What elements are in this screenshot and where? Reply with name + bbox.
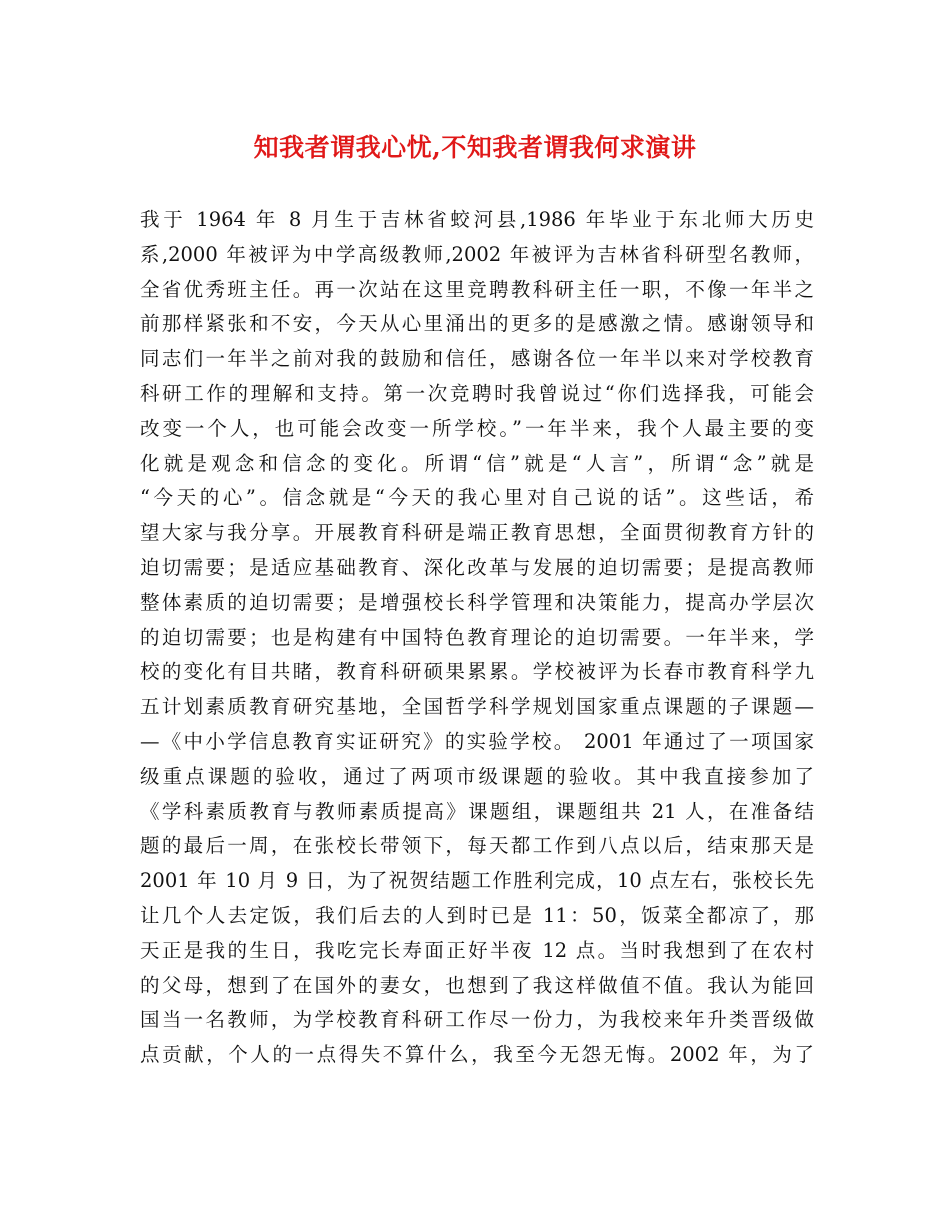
body-line: 题的最后一周，在张校长带领下，每天都工作到八点以后，结束那天是: [140, 834, 814, 858]
body-line: 科研工作的理解和支持。第一次竞聘时我曾说过“你们选择我，可能会: [140, 381, 814, 405]
body-line: 《学科素质教育与教师素质提高》课题组，课题组共 21 人，在准备结: [140, 799, 814, 823]
body-line: 改变一个人，也可能会改变一所学校。”一年半来，我个人最主要的变: [140, 416, 814, 440]
body-line: 点贡献，个人的一点得失不算什么，我至今无怨无悔。2002 年，为了: [140, 1043, 814, 1067]
body-line: 五计划素质教育研究基地，全国哲学科学规划国家重点课题的子课题—: [140, 695, 814, 719]
body-line: 让几个人去定饭，我们后去的人到时已是 11：50，饭菜全都凉了，那: [140, 903, 814, 927]
body-line: 系,2000 年被评为中学高级教师,2002 年被评为吉林省科研型名教师，: [140, 242, 814, 266]
body-line: “今天的心”。信念就是“今天的我心里对自己说的话”。这些话，希: [140, 486, 814, 510]
body-line: 天正是我的生日，我吃完长寿面正好半夜 12 点。当时我想到了在农村: [140, 938, 814, 962]
body-line: 整体素质的迫切需要；是增强校长科学管理和决策能力，提高办学层次: [140, 590, 814, 614]
body-line: 级重点课题的验收，通过了两项市级课题的验收。其中我直接参加了: [140, 764, 814, 788]
body-line: 的迫切需要；也是构建有中国特色教育理论的迫切需要。一年半来，学: [140, 625, 814, 649]
body-line: 化就是观念和信念的变化。所谓“信”就是“人言”，所谓“念”就是: [140, 451, 814, 475]
body-line: 同志们一年半之前对我的鼓励和信任，感谢各位一年半以来对学校教育: [140, 347, 814, 371]
body-line: —《中小学信息教育实证研究》的实验学校。 2001 年通过了一项国家: [140, 729, 814, 753]
body-line: 校的变化有目共睹，教育科研硕果累累。学校被评为长春市教育科学九: [140, 660, 814, 684]
body-line: 全省优秀班主任。再一次站在这里竞聘教科研主任一职，不像一年半之: [140, 277, 814, 301]
body-line: 2001 年 10 月 9 日，为了祝贺结题工作胜利完成，10 点左右，张校长先: [140, 869, 814, 893]
body-line: 国当一名教师，为学校教育科研工作尽一份力，为我校来年升类晋级做: [140, 1008, 814, 1032]
body-line: 的父母，想到了在国外的妻女，也想到了我这样做值不值。我认为能回: [140, 973, 814, 997]
document-title: 知我者谓我心忧,不知我者谓我何求演讲: [253, 133, 697, 162]
body-line: 望大家与我分享。开展教育科研是端正教育思想，全面贯彻教育方针的: [140, 521, 814, 545]
document-body: [140, 203, 814, 1073]
body-line: 我于 1964 年 8 月生于吉林省蛟河县,1986 年毕业于东北师大历史: [140, 208, 814, 231]
body-line: 迫切需要；是适应基础教育、深化改革与发展的迫切需要；是提高教师: [140, 555, 814, 579]
body-line: 前那样紧张和不安，今天从心里涌出的更多的是感激之情。感谢领导和: [140, 312, 814, 336]
